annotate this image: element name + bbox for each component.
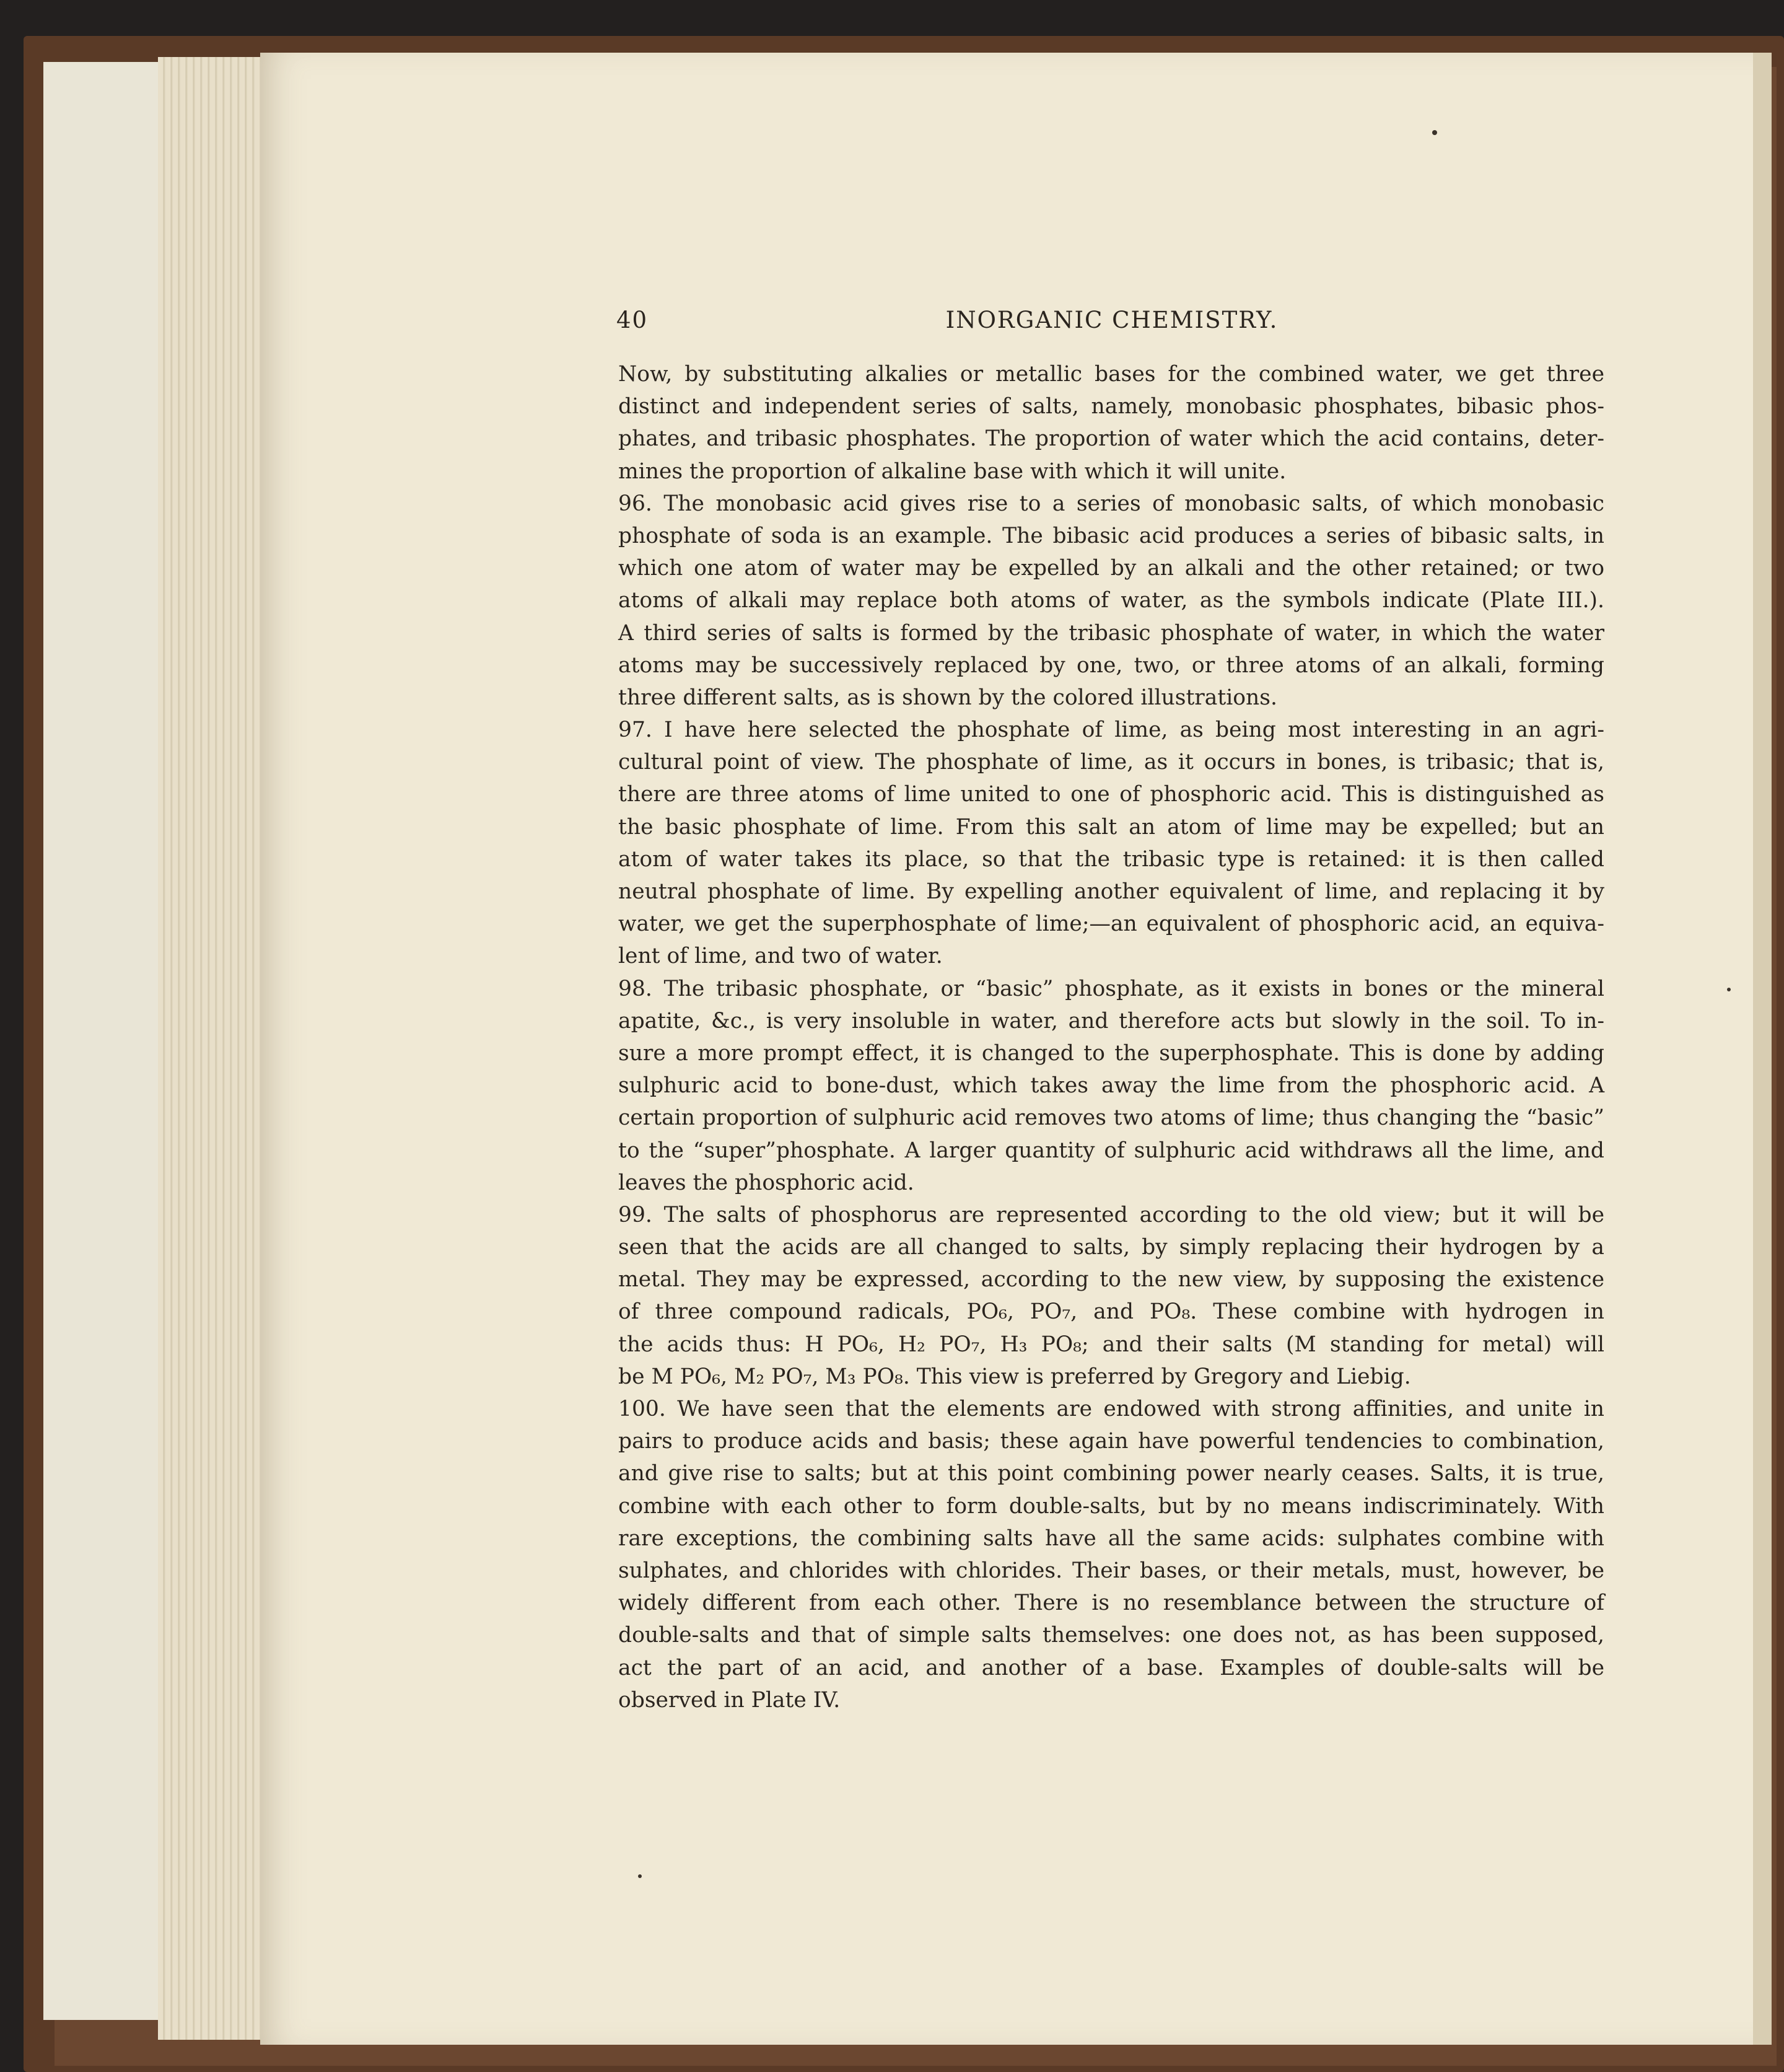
text-line: the basic phosphate of lime. From this salt an atom of lime may be expelled; but an [618,814,1604,840]
text-line: combine with each other to form double-salts, but by no means indiscriminately. With [618,1493,1604,1519]
paper-speck [1432,130,1437,135]
text-line: 96. The monobasic acid gives rise to a series of monobasic salts, of which monobasic [618,491,1604,516]
text-line: pairs to produce acids and basis; these again have powerful tendencies to combination, [618,1429,1604,1454]
text-line: 99. The salts of phosphorus are represented according to the old view; but it will be [618,1202,1604,1227]
text-line: widely different from each other. There is no resemblance between the structure of [618,1591,1604,1616]
page-edges [158,57,269,2040]
text-line: lent of lime, and two of water. [618,944,943,969]
text-line: atoms of alkali may replace both atoms of water, as the symbols indicate (Plate III.). [618,588,1604,613]
text-line: distinct and independent series of salts, namely, monobasic phosphates, bibasic phos- [618,394,1604,419]
paper-speck [638,1874,642,1878]
text-line: Now, by substituting alkalies or metallic bases for the combined water, we get three [618,362,1604,387]
text-line: there are three atoms of lime united to one of phosphoric acid. This is distinguished as [618,782,1604,807]
text-line: of three compound radicals, PO₆, PO₇, and PO₈. These combine with hydrogen in [618,1299,1604,1325]
text-line: which one atom of water may be expelled by an alkali and the other retained; or two [618,556,1604,581]
page-edge [1753,53,1772,2045]
body-text [618,358,1604,1716]
text-line: A third series of salts is formed by the tribasic phosphate of water, in which the water [618,620,1604,646]
running-title: INORGANIC CHEMISTRY. [945,307,1279,333]
text-line: act the part of an acid, and another of a base. Examples of double-salts will be [618,1655,1604,1680]
text-line: sulphates, and chlorides with chlorides. Their bases, or their metals, must, however, be [618,1558,1604,1583]
text-line: be M PO₆, M₂ PO₇, M₃ PO₈. This view is preferred by Gregory and Liebig. [618,1364,1411,1389]
text-line: phosphate of soda is an example. The bibasic acid produces a series of bibasic salts, in [618,523,1604,548]
text-line: water, we get the superphosphate of lime;—an equivalent of phosphoric acid, an equiva- [618,911,1604,937]
text-line: sulphuric acid to bone-dust, which takes away the lime from the phosphoric acid. A [618,1073,1604,1099]
text-line: double-salts and that of simple salts themselves: one does not, as has been supposed, [618,1623,1604,1648]
text-line: 98. The tribasic phosphate, or “basic” phosphate, as it exists in bones or the mineral [618,976,1604,1001]
flyleaf [43,62,167,2020]
text-line: the acids thus: H PO₆, H₂ PO₇, H₃ PO₈; and their salts (M standing for metal) will [618,1332,1604,1357]
text-line: apatite, &c., is very insoluble in water, and therefore acts but slowly in the soil. To in- [618,1008,1604,1034]
text-line: rare exceptions, the combining salts have all the same acids: sulphates combine with [618,1525,1604,1551]
text-line: to the “super”phosphate. A larger quantity of sulphuric acid withdraws all the lime, and [618,1138,1604,1163]
text-line: seen that the acids are all changed to salts, by simply replacing their hydrogen by a [618,1235,1604,1260]
text-line: three different salts, as is shown by the colored illustrations. [618,685,1277,710]
text-line: cultural point of view. The phosphate of lime, as it occurs in bones, is tribasic; that is, [618,750,1604,775]
text-line: leaves the phosphoric acid. [618,1170,914,1195]
text-line: atom of water takes its place, so that the tribasic type is retained: it is then called [618,846,1604,872]
text-line: sure a more prompt effect, it is changed to the superphosphate. This is done by adding [618,1040,1604,1066]
text-line: observed in Plate IV. [618,1687,841,1713]
text-line: metal. They may be expressed, according to the new view, by supposing the existence [618,1267,1604,1293]
text-line: mines the proportion of alkaline base with which it will unite. [618,459,1287,484]
page-number: 40 [616,307,649,333]
text-line: 97. I have here selected the phosphate of lime, as being most interesting in an agri- [618,718,1604,743]
text-line: certain proportion of sulphuric acid removes two atoms of lime; thus changing the “basic” [618,1105,1604,1131]
text-line: neutral phosphate of lime. By expelling another equivalent of lime, and replacing it by [618,879,1604,904]
text-line: 100. We have seen that the elements are endowed with strong affinities, and unite in [618,1397,1604,1421]
running-head [616,307,1607,344]
paper-speck [1727,988,1731,991]
text-line: atoms may be successively replaced by one, two, or three atoms of an alkali, forming [618,652,1604,678]
text-line: and give rise to salts; but at this point combining power nearly ceases. Salts, it is true, [618,1461,1604,1486]
text-line: phates, and tribasic phosphates. The proportion of water which the acid contains, deter- [618,426,1604,452]
